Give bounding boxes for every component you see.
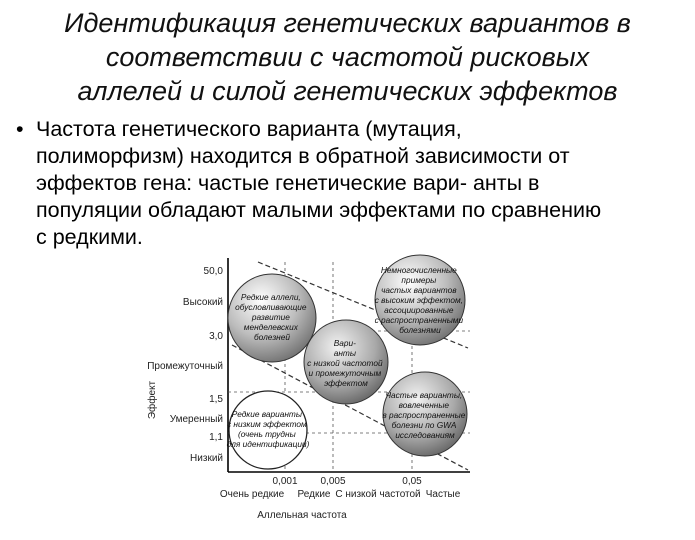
title-line: Идентификация генетических вариантов в xyxy=(64,8,631,38)
x-category-label: С низкой частотой xyxy=(335,489,421,500)
bullet-line: полиморфизм) находится в обратной зависимости от xyxy=(36,144,570,168)
bubble-few-examples-text: Немногочисленные примеры частых вариантов с высоким эффектом, ассоциированные с распространенными болезнями xyxy=(374,265,464,335)
bullet-line: популяции обладают малыми эффектами по сравнению xyxy=(36,198,602,222)
bullet-marker: • xyxy=(16,117,24,141)
bullet-line: эффектов гена: частые генетические вари- анты в xyxy=(36,171,540,195)
y-tick-label: Высокий xyxy=(182,297,223,308)
x-category-label: Редкие xyxy=(297,489,331,500)
x-tick-label: 0,05 xyxy=(402,476,422,487)
y-axis-title: Эффект xyxy=(147,380,158,420)
bubble-common-low-text: Частые варианты, вовлеченные в распространенные болезни по GWA исследованиям xyxy=(382,390,466,440)
title-line: аллелей и силой генетических эффектов xyxy=(77,76,618,106)
x-category-label: Частые xyxy=(425,489,461,500)
y-tick-label: Умеренный xyxy=(169,414,223,425)
x-tick-label: 0,005 xyxy=(320,476,346,487)
y-tick-label: 3,0 xyxy=(209,331,223,342)
bubble-low-freq-mid-text: Вари- анты с низкой частотой и промежуточным эффектом xyxy=(307,338,383,388)
bubble-rare-low-text: Редкие варианты с низким эффектом (очень трудны для идентификации) xyxy=(226,409,310,449)
y-tick-label: Промежуточный xyxy=(147,361,223,372)
y-tick-label: Низкий xyxy=(190,453,223,464)
y-tick-label: 1,5 xyxy=(209,394,223,405)
x-tick-label: 0,001 xyxy=(272,476,298,487)
x-axis-title: Аллельная частота xyxy=(257,510,347,521)
bubble-rare-high-text: Редкие аллели, обусловливающие развитие менделевских болезней xyxy=(235,292,307,342)
x-category-label: Очень редкие xyxy=(219,489,285,500)
y-tick-label: 50,0 xyxy=(203,266,223,277)
title-line: соответствии с частотой рисковых xyxy=(105,42,590,72)
bullet-line: с редкими. xyxy=(36,225,143,249)
y-tick-label: 1,1 xyxy=(209,432,223,443)
bullet-line: Частота генетического варианта (мутация, xyxy=(36,117,462,141)
